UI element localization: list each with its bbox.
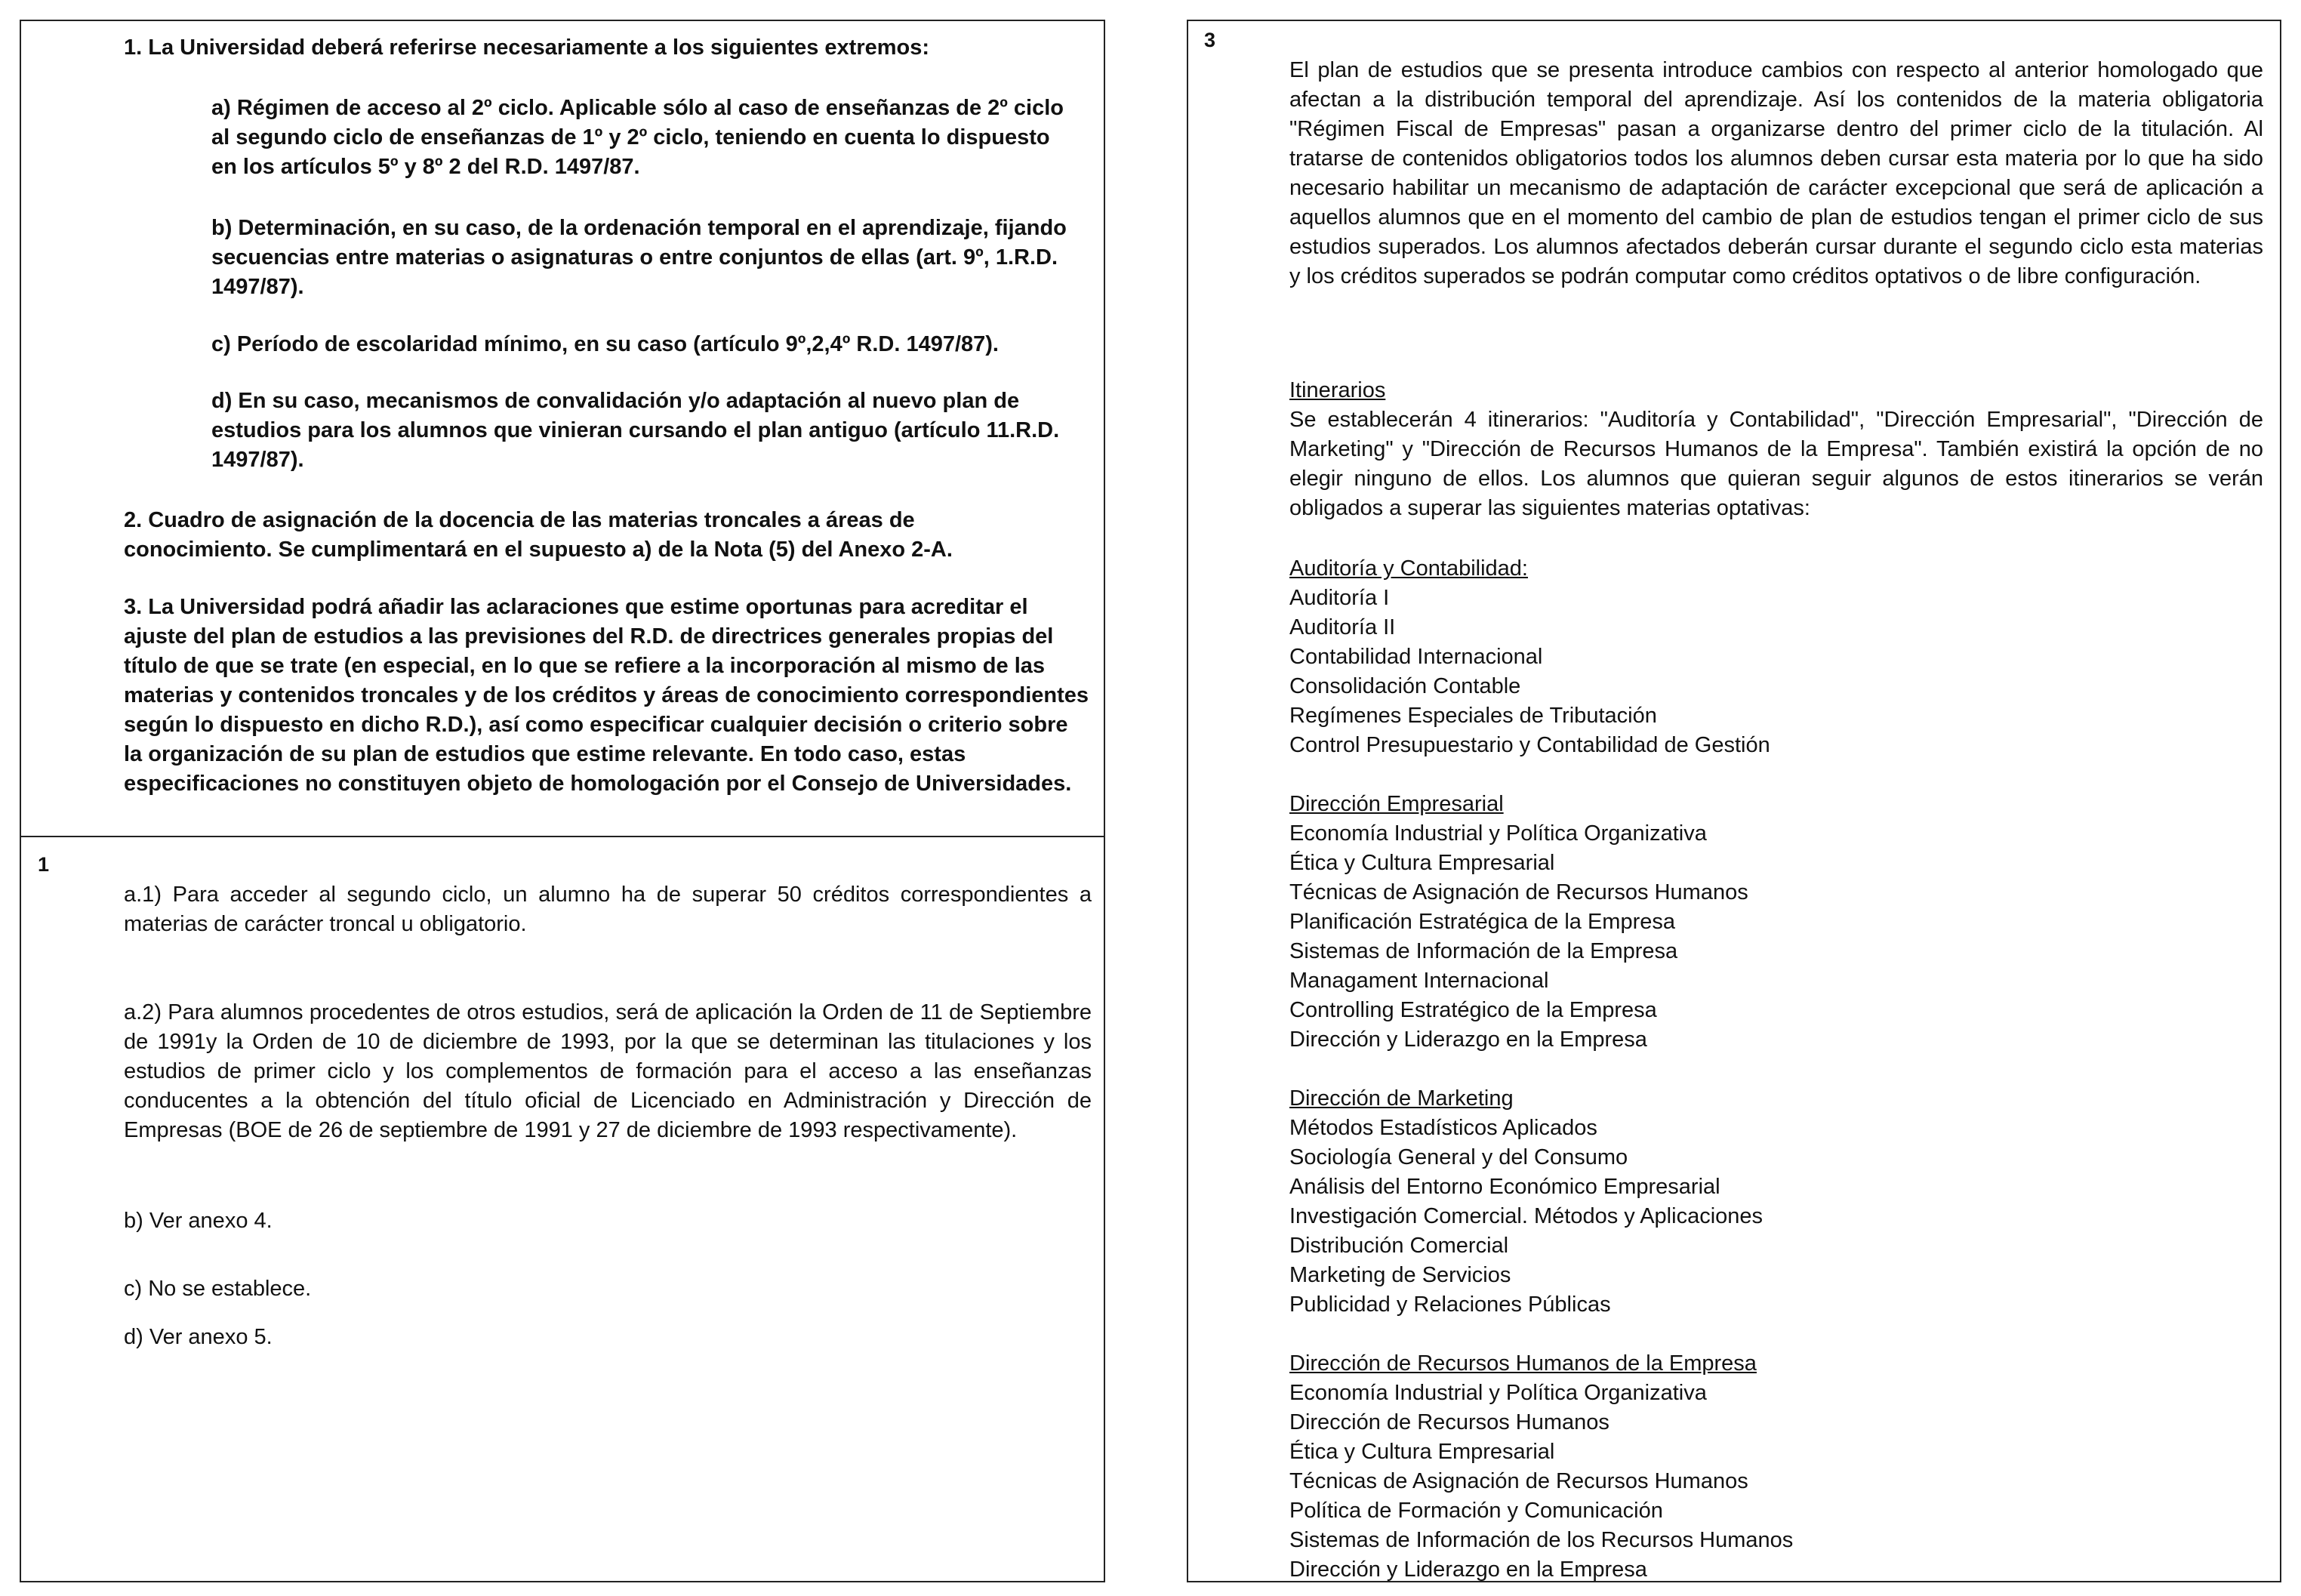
list-item: Dirección y Liderazgo en la Empresa <box>1289 1028 1647 1052</box>
item2: 2. Cuadro de asignación de la docencia de las materias troncales a áreas de conocimiento. Se cumplimentará en el supuesto a) de la Nota (5) del Anexo 2-A. <box>124 508 953 562</box>
list-item: Regímenes Especiales de Tributación <box>1289 704 1657 728</box>
itinerarios-heading: Itinerarios <box>1289 378 1386 402</box>
list-item: Sistemas de Información de los Recursos Humanos <box>1289 1528 1794 1552</box>
list-item: Managament Internacional <box>1289 969 1549 993</box>
list-item: Ética y Cultura Empresarial <box>1289 1440 1555 1464</box>
group-title-direccion-empresarial: Dirección Empresarial <box>1289 792 1504 816</box>
list-item: Ética y Cultura Empresarial <box>1289 851 1555 875</box>
list-item: Dirección de Recursos Humanos <box>1289 1410 1609 1434</box>
item1-b: b) Determinación, en su caso, de la ordenación temporal en el aprendizaje, fijando secuencias entre materias o asignaturas o entre conjuntos de ellas (art. 9º, 1.R.D. 1497/87). <box>211 216 1067 299</box>
answer-b: b) Ver anexo 4. <box>124 1209 273 1233</box>
list-item: Control Presupuestario y Contabilidad de Gestión <box>1289 733 1770 757</box>
list-item: Auditoría II <box>1289 615 1396 639</box>
list-item: Economía Industrial y Política Organizativa <box>1289 821 1707 846</box>
list-item: Distribución Comercial <box>1289 1234 1509 1258</box>
answer-c: c) No se establece. <box>124 1277 312 1301</box>
item1-intro: 1. La Universidad deberá referirse necesariamente a los siguientes extremos: <box>124 35 930 60</box>
list-item: Técnicas de Asignación de Recursos Humanos <box>1289 880 1748 904</box>
item1-c: c) Período de escolaridad mínimo, en su caso (artículo 9º,2,4º R.D. 1497/87). <box>211 332 999 356</box>
list-item: Auditoría I <box>1289 586 1390 610</box>
item3: 3. La Universidad podrá añadir las aclaraciones que estime oportunas para acreditar el ajuste del plan de estudios a las previsiones del R.D. de directrices generales propias del título de que se trate (en especial, en lo que se refiere a la incorporación al mismo de las materias y contenidos troncales y de los créditos y áreas de conocimiento correspondientes según lo dispuesto en dicho R.D.), así como especificar cualquier decisión o criterio sobre la organización de su plan de estudios que estime relevante. En todo caso, estas especificaciones no constituyen objeto de homologación por el Consejo de Universidades. <box>124 595 1089 796</box>
list-item: Controlling Estratégico de la Empresa <box>1289 998 1657 1022</box>
group-title-direccion-marketing: Dirección de Marketing <box>1289 1086 1514 1111</box>
list-item: Marketing de Servicios <box>1289 1263 1511 1287</box>
list-item: Contabilidad Internacional <box>1289 645 1543 669</box>
answer-a1: a.1) Para acceder al segundo ciclo, un alumno ha de superar 50 créditos correspondientes a materias de carácter troncal u obligatorio. <box>124 883 1092 936</box>
right-intro: El plan de estudios que se presenta introduce cambios con respecto al anterior homologado que afectan a la distribución temporal del aprendizaje. Así los contenidos de la materia obligatoria "Régimen Fiscal de Empresas" pasan a organizarse dentro del primer ciclo de la titulación. Al tratarse de contenidos obligatorios todos los alumnos deben cursar esta materia por lo que ha sido necesario habilitar un mecanismo de adaptación de carácter excepcional que será de aplicación a aquellos alumnos que en el momento del cambio de plan de estudios tengan el primer ciclo de sus estudios superados. Los alumnos afectados deberán cursar durante el segundo ciclo esta materias y los créditos superados se podrán computar como créditos optativos o de libre configuración. <box>1289 58 2263 288</box>
list-item: Política de Formación y Comunicación <box>1289 1499 1663 1523</box>
group-title-auditoria: Auditoría y Contabilidad: <box>1289 556 1528 581</box>
group-title-direccion-rrhh: Dirección de Recursos Humanos de la Empresa <box>1289 1351 1757 1376</box>
list-item: Publicidad y Relaciones Públicas <box>1289 1293 1611 1317</box>
list-item: Métodos Estadísticos Aplicados <box>1289 1116 1597 1140</box>
list-item: Economía Industrial y Política Organizativa <box>1289 1381 1707 1405</box>
item1-a: a) Régimen de acceso al 2º ciclo. Aplicable sólo al caso de enseñanzas de 2º ciclo al segundo ciclo de enseñanzas de 1º y 2º ciclo, teniendo en cuenta lo dispuesto en los artículos 5º y 8º 2 del R.D. 1497/87. <box>211 96 1064 179</box>
list-item: Sociología General y del Consumo <box>1289 1145 1628 1169</box>
answer-a2: a.2) Para alumnos procedentes de otros estudios, será de aplicación la Orden de 11 de Septiembre de 1991y la Orden de 10 de diciembre de 1993, por la que se determinan las titulaciones y los estudios de primer ciclo y los complementos de formación para el acceso a las enseñanzas conducentes a la obtención del título oficial de Licenciado en Administración y Dirección de Empresas (BOE de 26 de septiembre de 1991 y 27 de diciembre de 1993 respectivamente). <box>124 1000 1092 1142</box>
item1-d: d) En su caso, mecanismos de convalidación y/o adaptación al nuevo plan de estudios para los alumnos que vinieran cursando el plan antiguo (artículo 11.R.D. 1497/87). <box>211 389 1060 472</box>
right-label: 3 <box>1204 29 1216 51</box>
list-item: Consolidación Contable <box>1289 674 1521 698</box>
answer-d: d) Ver anexo 5. <box>124 1325 273 1349</box>
list-item: Análisis del Entorno Económico Empresarial <box>1289 1175 1720 1199</box>
itinerarios-text: Se establecerán 4 itinerarios: "Auditoría y Contabilidad", "Dirección Empresarial", "Dirección de Marketing" y "Dirección de Recursos Humanos de la Empresa". También existirá la opción de no elegir ninguno de ellos. Los alumnos que quieran seguir algunos de estos itinerarios se verán obligados a superar las siguientes materias optativas: <box>1289 408 2263 520</box>
list-item: Dirección y Liderazgo en la Empresa <box>1289 1557 1647 1582</box>
list-item: Sistemas de Información de la Empresa <box>1289 939 1678 963</box>
itinerary-list <box>1289 554 2263 1585</box>
list-item: Planificación Estratégica de la Empresa <box>1289 910 1675 934</box>
list-item: Técnicas de Asignación de Recursos Humanos <box>1289 1469 1748 1493</box>
list-item: Investigación Comercial. Métodos y Aplicaciones <box>1289 1204 1763 1228</box>
left-bottom-label: 1 <box>38 853 50 876</box>
